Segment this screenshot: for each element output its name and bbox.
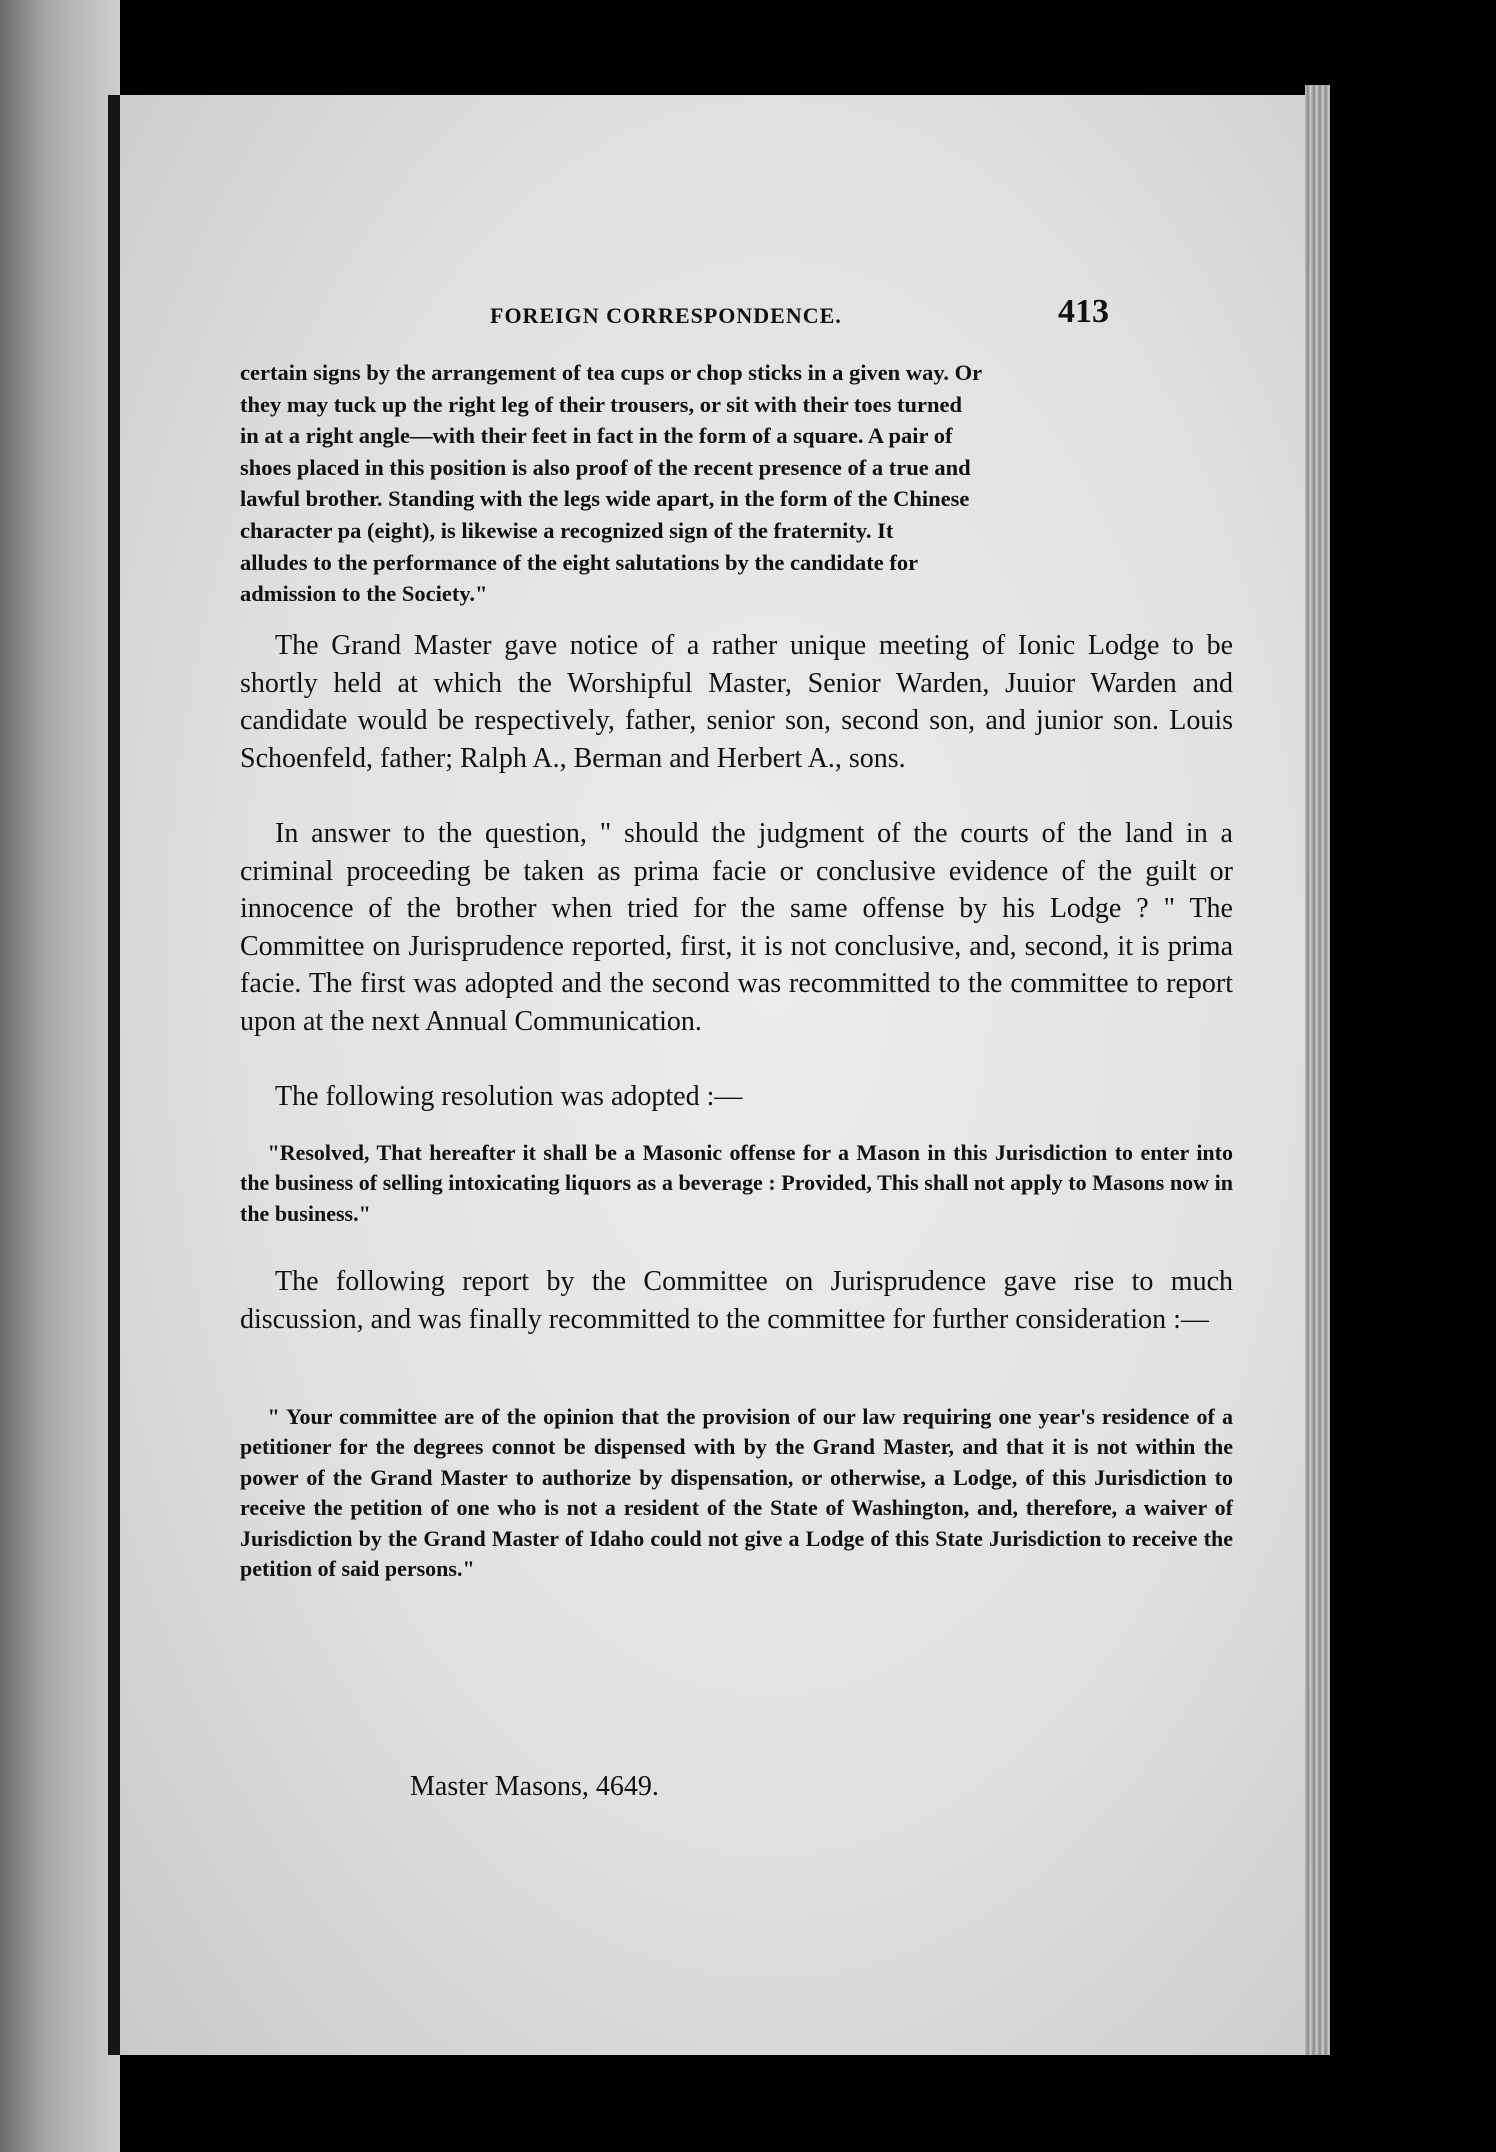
paragraph-ionic-lodge: The Grand Master gave notice of a rather unique meeting of Ionic Lodge to be shortly held at which the Worshipful Master, Senior Warden, Juuior Warden and candidate would be respectively, father, senior son, second son, and junior son. Louis Schoenfeld, father; Ralph A., Berman and Herbert A., sons. — [240, 630, 1233, 774]
quote-line: alludes to the performance of the eight salutations by the candidate for — [240, 549, 919, 575]
quote-chinese-signs — [240, 357, 1233, 610]
running-title: FOREIGN CORRESPONDENCE. — [490, 303, 842, 328]
quote-line: shoes placed in this position is also proof of the recent presence of a true and — [240, 454, 971, 480]
quote-line: lawful brother. Standing with the legs wide apart, in the form of the Chinese — [240, 486, 970, 512]
page-number: 413 — [1058, 293, 1109, 330]
paragraph-jurisprudence-question: In answer to the question, " should the judgment of the courts of the land in a criminal proceeding be taken as prima facie or conclusive evidence of the guilt or innocence of the brother when tried for the same offense by his Lodge ? " The Committee on Jurisprudence reported, first, it is not conclusive, and, second, it is prima facie. The first was adopted and the second was recommitted to the committee to report upon at the next Annual Communication. — [240, 818, 1233, 1037]
quote-line: certain signs by the arrangement of tea cups or chop sticks in a given way. Or — [240, 360, 983, 385]
quote-committee-opinion: " Your committee are of the opinion that the provision of our law requiring one year's residence of a petitioner for the degrees connot be dispensed with by the Grand Master, and that it is not within the power of the Grand Master to authorize by dispensation, or otherwise, a Lodge, of this Jurisdiction to receive the petition of one who is not a resident of the State of Washington, and, therefore, a waiver of Jurisdiction by the Grand Master of Idaho could not give a Lodge of this State Jurisdiction to receive the petition of said persons." — [240, 1404, 1233, 1582]
adjacent-page-edge — [0, 0, 120, 2152]
book-gutter — [108, 95, 120, 2055]
closing-line: Master Masons, 4649. — [410, 1771, 659, 1802]
paragraph-committee-report: The following report by the Committee on Jurisprudence gave rise to much discussion, and was finally recommitted to the committee for further consideration :— — [240, 1266, 1233, 1335]
page-header — [120, 293, 1305, 337]
quote-line: character pa (eight), is likewise a recognized sign of the fraternity. It — [240, 517, 894, 543]
quote-line: in at a right angle—with their feet in fact in the form of a square. A pair of — [240, 423, 953, 449]
quote-line: they may tuck up the right leg of their trousers, or sit with their toes turned — [240, 391, 963, 417]
quote-resolution: "Resolved, That hereafter it shall be a Masonic offense for a Mason in this Jurisdiction to enter into the business of selling intoxicating liquors as a beverage : Provided, This shall not apply to Masons now in the business." — [240, 1140, 1233, 1226]
paragraph-resolution-intro: The following resolution was adopted :— — [275, 1081, 743, 1112]
page-stack-edges — [1305, 85, 1330, 2055]
quote-line: admission to the Society." — [240, 581, 488, 607]
book-page — [120, 95, 1305, 2055]
